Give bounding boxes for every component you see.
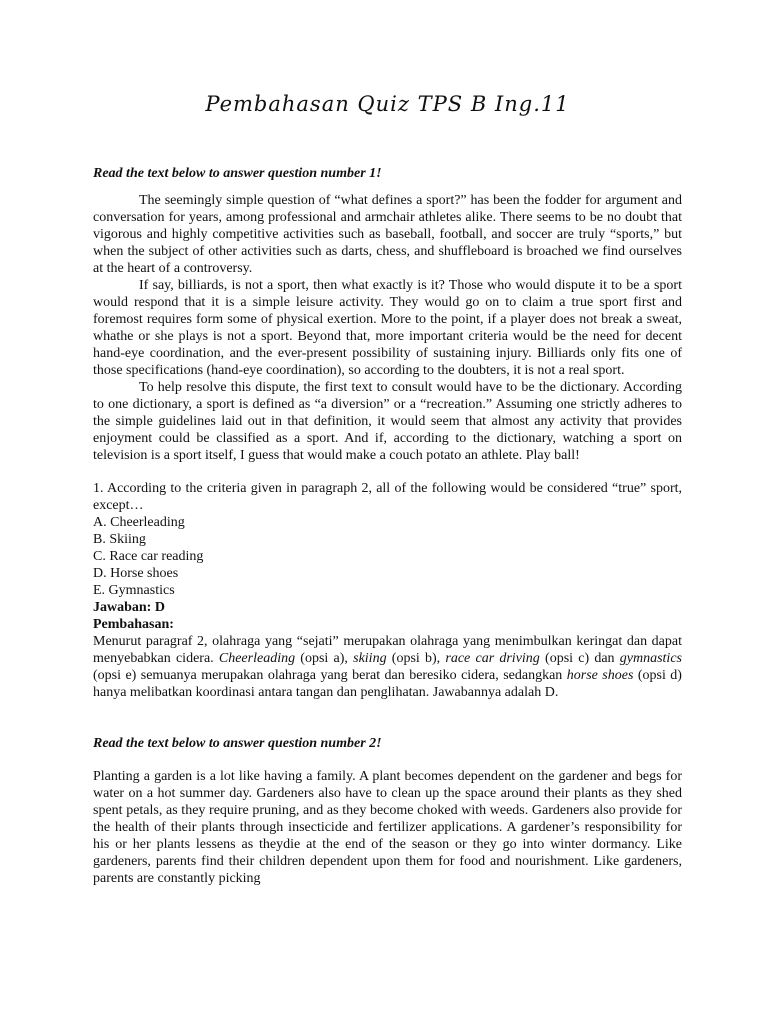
passage2-paragraph-1: Planting a garden is a lot like having a family. A plant becomes dependent on the gardener and begs for water on a hot summer day. Gardeners also have to clean up the space around their plants as they shed spent petals, as they require pruning, and as they become choked with weeds. Gardeners also provide for the health of their plants through insecticide and fertilizer applications. A gardener’s responsibility for his or her plants lessens as theydie at the end of the season or they go into winter dormancy. Like gardeners, parents find their children dependent upon them for food and nourishment. Like gardeners, parents are constantly picking [93,769,682,886]
passage-paragraph-1: The seemingly simple question of “what defines a sport?” has been the fodder for argument and conversation for years, among professional and armchair athletes alike. There seems to be no doubt that vigorous and highly competitive activities such as baseball, football, and soccer are truly “sports,” but when the subject of other activities such as darts, chess, and shuffleboard is broached we find ourselves at the heart of a controversy. [93,193,682,276]
answer-key: Jawaban: D [93,600,165,615]
page-title: Pembahasan Quiz TPS B Ing.11 [205,92,570,116]
section2-prompt: Read the text below to answer question number 2! [93,736,382,751]
passage-paragraph-3: To help resolve this dispute, the first text to consult would have to be the dictionary. According to one dictionary, a sport is defined as “a diversion” or a “recreation.” Assuming one strictly adheres to the simple guidelines laid out in that definition, it would seem that almost any activity that provides enjoyment could be classified as a sport. And if, according to the dictionary, watching a sport on television is a sport itself, I guess that would make a couch potato an athlete. Play ball! [93,380,682,463]
section2-passage [93,768,682,887]
term-gymnastics: gymnastics [619,651,682,666]
option-d: D. Horse shoes [93,566,179,581]
section1-passage [93,192,682,464]
term-cheerleading: Cheerleading [218,651,296,666]
option-b: B. Skiing [93,532,146,547]
passage-paragraph-2: If say, billiards, is not a sport, then what exactly is it? Those who would dispute it to be a sport would respond that it is a simple leisure activity. They would go on to claim a true sport first and foremost requires form some of physical exertion. More to the point, if a player does not break a sweat, whathe or she plays is not a sport. Beyond that, more important criteria would be the need for decent hand-eye coordination, and the ever-present possibility of sustaining injury. Billiards only fits one of those specifications (hand-eye coordination), so according to the doubters, it is not a real sport. [93,278,682,378]
explanation-text: Menurut paragraf 2, olahraga yang “sejati” merupakan olahraga yang menimbulkan keringat dan dapat menyebabkan cidera. Cheerleading (opsi a), skiing (opsi b), race car driving (opsi c) dan gymnastics (opsi e) semuanya merupakan olahraga yang berat dan beresiko cidera, sedangkan horse shoes (opsi d) hanya melibatkan koordinasi antara tangan dan penglihatan. Jawabannya adalah D. [93,634,682,700]
explanation-label: Pembahasan: [93,617,174,632]
term-skiing: skiing [353,651,387,666]
option-a: A. Cheerleading [93,515,185,530]
term-race-car-driving: race car driving [445,651,540,666]
section1-prompt: Read the text below to answer question number 1! [93,166,382,181]
term-horse-shoes: horse shoes [566,668,634,683]
option-c: C. Race car reading [93,549,204,564]
question-1 [93,480,682,701]
question-stem: 1. According to the criteria given in paragraph 2, all of the following would be considered “true” sport, except… [93,481,682,513]
option-e: E. Gymnastics [93,583,175,598]
